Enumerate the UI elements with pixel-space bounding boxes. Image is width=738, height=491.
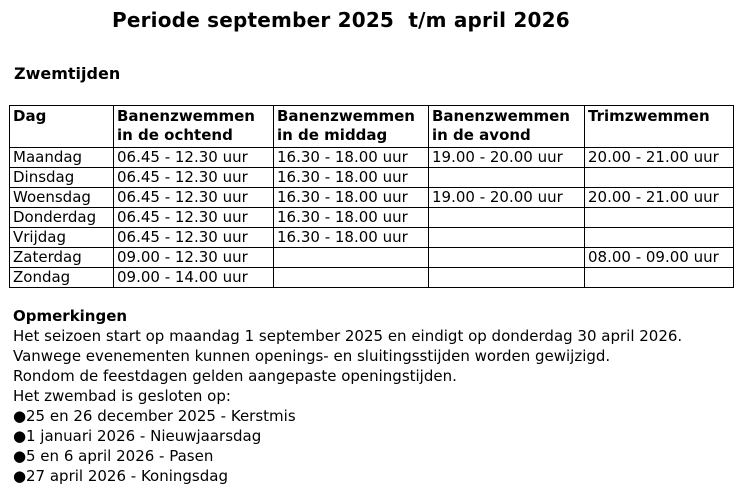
table-row <box>10 208 734 228</box>
remarks-line: Rondom de feestdagen gelden aangepaste openingstijden. <box>13 367 457 385</box>
cell-evening: 19.00 - 20.00 uur <box>429 188 585 208</box>
cell-morning: 06.45 - 12.30 uur <box>114 148 274 168</box>
cell-day: Zaterdag <box>10 248 114 268</box>
remarks-section <box>13 306 682 486</box>
cell-day: Zondag <box>10 268 114 288</box>
list-item <box>13 406 682 426</box>
header-evening-line1: Banenzwemmen <box>432 107 570 125</box>
remarks-line: Het seizoen start op maandag 1 september 2025 en eindigt op donderdag 30 april 2026. <box>13 327 683 345</box>
list-item <box>13 446 682 466</box>
list-item <box>13 466 682 486</box>
table-row <box>10 228 734 248</box>
remarks-line: Vanwege evenementen kunnen openings- en sluitingsstijden worden gewijzigd. <box>13 347 611 365</box>
cell-evening <box>429 208 585 228</box>
remarks-line: Het zwembad is gesloten op: <box>13 387 231 405</box>
cell-day: Dinsdag <box>10 168 114 188</box>
header-morning <box>114 106 274 148</box>
cell-evening: 19.00 - 20.00 uur <box>429 148 585 168</box>
table-row <box>10 248 734 268</box>
swim-times-table <box>9 105 734 288</box>
cell-afternoon: 16.30 - 18.00 uur <box>274 228 429 248</box>
bullet-icon: ● <box>13 427 27 445</box>
cell-trim: 20.00 - 21.00 uur <box>585 188 734 208</box>
bullet-icon: ● <box>13 467 27 485</box>
header-evening-line2: in de avond <box>432 126 531 144</box>
cell-trim <box>585 168 734 188</box>
table-row <box>10 148 734 168</box>
list-item <box>13 426 682 446</box>
closed-date: 5 en 6 april 2026 - Pasen <box>26 447 214 465</box>
header-day <box>10 106 114 148</box>
table-row <box>10 188 734 208</box>
cell-afternoon <box>274 248 429 268</box>
cell-morning: 06.45 - 12.30 uur <box>114 228 274 248</box>
header-morning-line1: Banenzwemmen <box>117 107 255 125</box>
cell-morning: 09.00 - 12.30 uur <box>114 248 274 268</box>
cell-trim: 08.00 - 09.00 uur <box>585 248 734 268</box>
bullet-icon: ● <box>13 447 27 465</box>
bullet-icon: ● <box>13 407 27 425</box>
section-heading-swim-times: Zwemtijden <box>14 64 121 83</box>
header-afternoon-line1: Banenzwemmen <box>277 107 415 125</box>
table-header-row <box>10 106 734 148</box>
cell-afternoon: 16.30 - 18.00 uur <box>274 208 429 228</box>
cell-trim: 20.00 - 21.00 uur <box>585 148 734 168</box>
cell-morning: 06.45 - 12.30 uur <box>114 208 274 228</box>
cell-evening <box>429 168 585 188</box>
cell-afternoon: 16.30 - 18.00 uur <box>274 188 429 208</box>
table-row <box>10 168 734 188</box>
closed-date: 25 en 26 december 2025 - Kerstmis <box>26 407 296 425</box>
cell-morning: 06.45 - 12.30 uur <box>114 168 274 188</box>
page-title: Periode september 2025 t/m april 2026 <box>112 8 570 32</box>
cell-day: Woensdag <box>10 188 114 208</box>
cell-afternoon: 16.30 - 18.00 uur <box>274 148 429 168</box>
header-evening <box>429 106 585 148</box>
cell-evening <box>429 268 585 288</box>
cell-trim <box>585 268 734 288</box>
cell-trim <box>585 208 734 228</box>
header-trim <box>585 106 734 148</box>
header-morning-line2: in de ochtend <box>117 126 233 144</box>
closed-date: 1 januari 2026 - Nieuwjaarsdag <box>26 427 262 445</box>
cell-evening <box>429 248 585 268</box>
header-afternoon-line2: in de middag <box>277 126 388 144</box>
cell-trim <box>585 228 734 248</box>
cell-day: Vrijdag <box>10 228 114 248</box>
header-trim-label: Trimzwemmen <box>588 107 710 125</box>
cell-morning: 09.00 - 14.00 uur <box>114 268 274 288</box>
cell-day: Donderdag <box>10 208 114 228</box>
table-row <box>10 268 734 288</box>
header-day-label: Dag <box>13 107 47 125</box>
cell-afternoon: 16.30 - 18.00 uur <box>274 168 429 188</box>
cell-evening <box>429 228 585 248</box>
cell-afternoon <box>274 268 429 288</box>
remarks-heading: Opmerkingen <box>13 307 128 325</box>
cell-morning: 06.45 - 12.30 uur <box>114 188 274 208</box>
cell-day: Maandag <box>10 148 114 168</box>
header-afternoon <box>274 106 429 148</box>
closed-date: 27 april 2026 - Koningsdag <box>26 467 228 485</box>
